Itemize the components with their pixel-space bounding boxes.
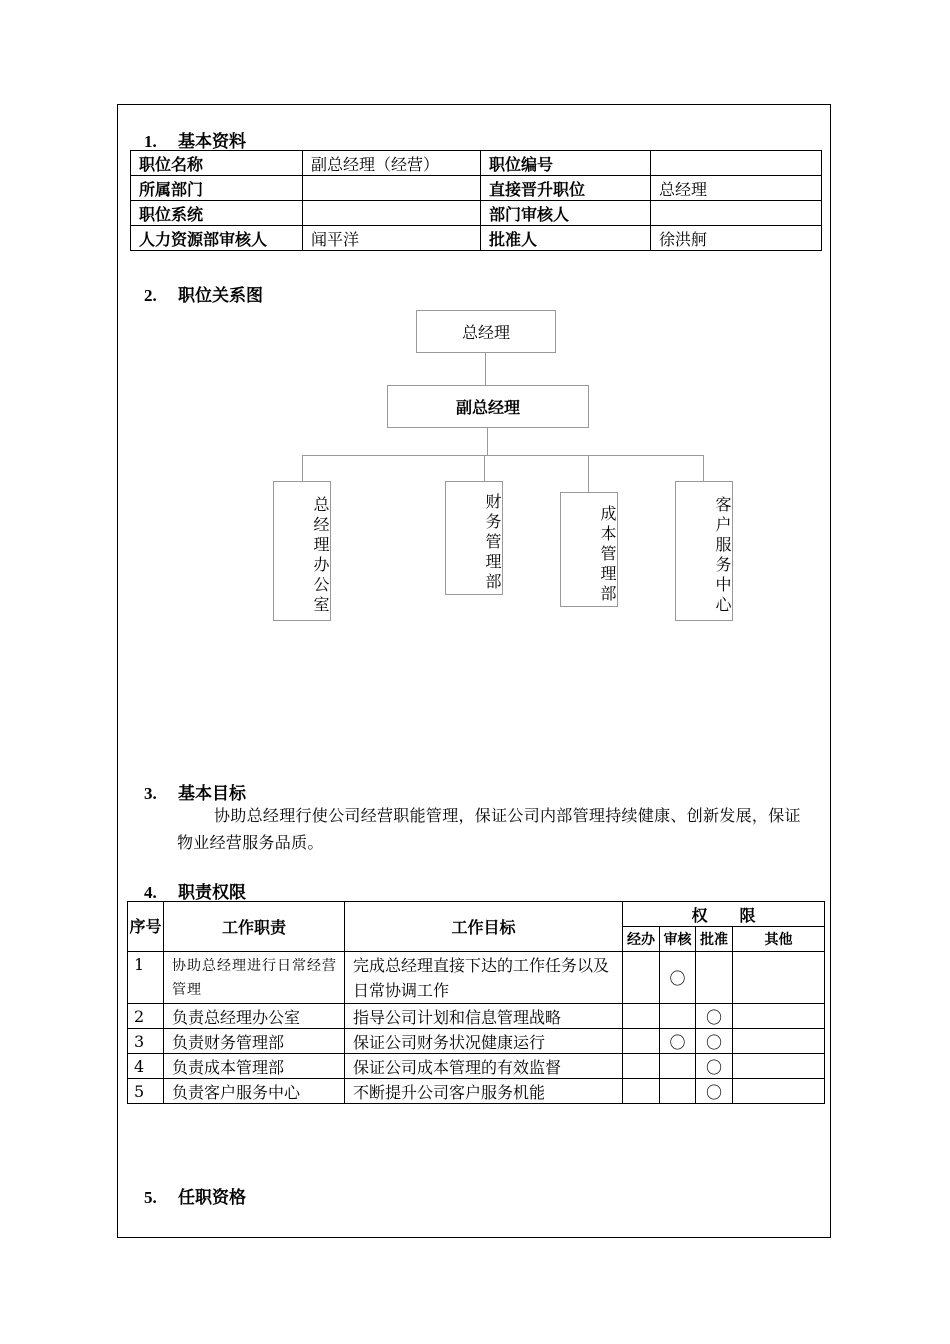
info-row [131, 201, 822, 226]
duty-mark [733, 1079, 825, 1104]
duty-mark: 〇 [660, 952, 696, 1004]
duty-text: 负责财务管理部 [164, 1029, 345, 1054]
org-node-child: 财务管理部 [445, 481, 503, 595]
info-label: 人力资源部审核人 [131, 226, 303, 251]
duty-mark [660, 1079, 696, 1104]
org-connector [302, 455, 303, 481]
info-label: 职位编号 [481, 151, 651, 176]
org-connector [485, 353, 486, 385]
duty-target: 不断提升公司客户服务机能 [345, 1079, 623, 1104]
info-value [651, 151, 822, 176]
info-label: 部门审核人 [481, 201, 651, 226]
info-value [303, 176, 481, 201]
header-a1: 经办 [623, 927, 660, 952]
duty-row [128, 952, 825, 1004]
duty-mark [623, 952, 660, 1004]
duty-mark [623, 1079, 660, 1104]
duty-seq: 2 [128, 1004, 164, 1029]
duty-seq: 3 [128, 1029, 164, 1054]
duty-target: 保证公司财务状况健康运行 [345, 1029, 623, 1054]
org-node-child: 成本管理部 [560, 492, 618, 607]
duty-mark [696, 952, 733, 1004]
duty-seq: 1 [128, 952, 164, 1004]
duty-mark [733, 1004, 825, 1029]
header-target: 工作目标 [345, 902, 623, 952]
duty-seq: 4 [128, 1054, 164, 1079]
duty-row [128, 1029, 825, 1054]
duty-mark: 〇 [660, 1029, 696, 1054]
info-row [131, 176, 822, 201]
info-row [131, 226, 822, 251]
section-1-heading: 1. 基本资料 [144, 132, 246, 152]
org-connector [487, 428, 488, 455]
duty-mark: 〇 [696, 1079, 733, 1104]
duty-mark [733, 952, 825, 1004]
duty-mark: 〇 [696, 1004, 733, 1029]
info-label: 所属部门 [131, 176, 303, 201]
header-authority: 权 限 [623, 902, 825, 927]
header-a2: 审核 [660, 927, 696, 952]
org-node-child: 客户服务中心 [675, 481, 733, 621]
duty-text: 负责成本管理部 [164, 1054, 345, 1079]
info-value: 副总经理（经营） [303, 151, 481, 176]
duty-mark: 〇 [696, 1029, 733, 1054]
org-node-mid: 副总经理 [387, 385, 589, 428]
duty-mark [660, 1054, 696, 1079]
section-4-heading: 4. 职责权限 [144, 883, 246, 903]
duty-mark [733, 1029, 825, 1054]
info-row [131, 151, 822, 176]
section-2-heading: 2. 职位关系图 [144, 286, 263, 306]
info-label: 批准人 [481, 226, 651, 251]
org-node-child: 总经理办公室 [273, 481, 331, 621]
duty-row [128, 1054, 825, 1079]
duty-header-row [128, 902, 825, 927]
duty-mark [660, 1004, 696, 1029]
org-connector [302, 455, 704, 456]
header-a4: 其他 [733, 927, 825, 952]
info-value [303, 201, 481, 226]
duty-row [128, 1004, 825, 1029]
header-duty: 工作职责 [164, 902, 345, 952]
info-label: 直接晋升职位 [481, 176, 651, 201]
org-connector [588, 455, 589, 492]
duty-text: 协助总经理进行日常经营管理 [164, 952, 345, 1004]
org-node-top: 总经理 [416, 310, 556, 353]
org-connector [484, 455, 485, 481]
basic-info-table [130, 150, 822, 251]
duty-row [128, 1079, 825, 1104]
duty-text: 负责客户服务中心 [164, 1079, 345, 1104]
duty-mark [733, 1054, 825, 1079]
org-connector [703, 455, 704, 481]
info-value [651, 201, 822, 226]
duty-mark [623, 1004, 660, 1029]
info-value: 闻平洋 [303, 226, 481, 251]
duty-mark [623, 1029, 660, 1054]
duty-seq: 5 [128, 1079, 164, 1104]
duty-target: 完成总经理直接下达的工作任务以及日常协调工作 [345, 952, 623, 1004]
info-value: 总经理 [651, 176, 822, 201]
goal-paragraph: 协助总经理行使公司经营职能管理，保证公司内部管理持续健康、创新发展，保证物业经营服务品质。 [177, 806, 801, 852]
duty-mark: 〇 [696, 1054, 733, 1079]
duty-target: 保证公司成本管理的有效监督 [345, 1054, 623, 1079]
info-label: 职位系统 [131, 201, 303, 226]
header-a3: 批准 [696, 927, 733, 952]
header-seq: 序号 [128, 902, 164, 952]
duty-table [127, 901, 825, 1104]
info-value: 徐洪舸 [651, 226, 822, 251]
duty-target: 指导公司计划和信息管理战略 [345, 1004, 623, 1029]
section-3-heading: 3. 基本目标 [144, 784, 246, 804]
duty-mark [623, 1054, 660, 1079]
info-label: 职位名称 [131, 151, 303, 176]
section-5-heading: 5. 任职资格 [144, 1188, 246, 1208]
duty-text: 负责总经理办公室 [164, 1004, 345, 1029]
